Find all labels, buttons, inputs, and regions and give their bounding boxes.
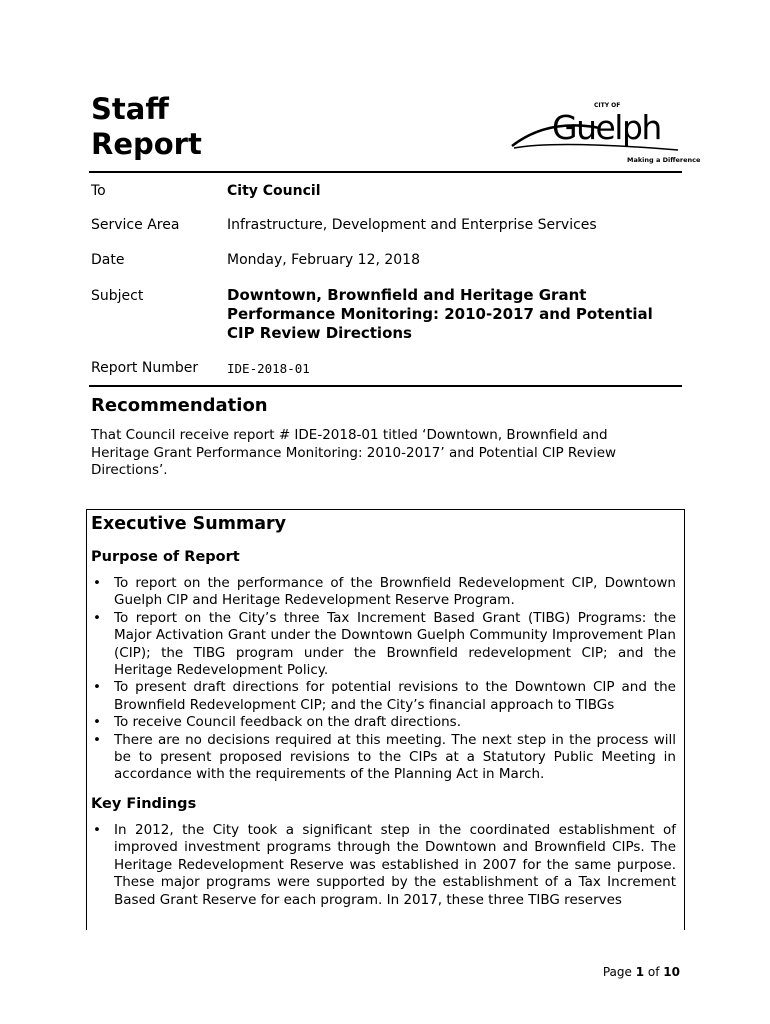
list-item — [87, 679, 680, 714]
title-line-1: Staff — [91, 92, 169, 126]
date-value: Monday, February 12, 2018 — [227, 252, 420, 268]
logo-tagline: Making a Difference — [627, 156, 701, 164]
purpose-item-text: To report on the performance of the Brownfield Redevelopment CIP, Downtown Guelph CIP and Heritage Redevelopment Reserve Program. — [114, 575, 676, 609]
finding-item-text: In 2012, the City took a significant step in the coordinated establishment of improved investment programs through the Downtown and Brownfield CIPs. The Heritage Redevelopment Reserve was established in 2007 for the same purpose. These major programs were supported by the establishment of a Tax Increment Based Grant Reserve for each program. In 2017, these three TIBG reserves — [114, 822, 676, 908]
recommendation-heading: Recommendation — [91, 395, 268, 416]
subject-line-3: CIP Review Directions — [227, 324, 412, 342]
bullet: • — [93, 679, 101, 696]
logo-guelph: Guelph — [552, 108, 661, 147]
purpose-item-text: To present draft directions for potential revisions to the Downtown CIP and the Brownfield Redevelopment CIP; and the City’s financial approach to TIBGs — [114, 679, 676, 713]
purpose-item-text: To receive Council feedback on the draft directions. — [114, 714, 461, 731]
list-item — [87, 822, 680, 909]
bullet: • — [93, 731, 101, 748]
report-number-label: Report Number — [91, 360, 199, 376]
bullet: • — [93, 609, 101, 626]
to-value: City Council — [227, 183, 321, 199]
purpose-heading: Purpose of Report — [91, 549, 240, 565]
page-footer — [603, 965, 680, 979]
meta-divider — [89, 385, 682, 387]
bullet: • — [93, 822, 101, 838]
list-item — [87, 732, 680, 784]
executive-summary-heading: Executive Summary — [91, 514, 287, 534]
subject-line-1: Downtown, Brownfield and Heritage Grant — [227, 286, 587, 304]
list-item — [87, 714, 680, 731]
page-word: Page — [602, 965, 632, 979]
date-label: Date — [91, 252, 125, 268]
to-label: To — [91, 183, 106, 199]
list-item — [87, 575, 680, 610]
purpose-list — [87, 575, 680, 784]
city-of-guelph-logo — [508, 96, 701, 168]
report-title — [91, 92, 202, 162]
findings-list — [87, 822, 680, 909]
purpose-item-text: To report on the City’s three Tax Increment Based Grant (TIBG) Programs: the Major Activation Grant under the Downtown Guelph Community Improvement Plan (CIP); the TIBG program under the Brownfield redevelopment CIP; and the Heritage Redevelopment Policy. — [114, 609, 676, 679]
list-item — [87, 610, 680, 680]
page-number: 1 — [635, 965, 645, 979]
key-findings-heading: Key Findings — [91, 796, 197, 812]
logo-city-of: CITY OF — [594, 102, 621, 109]
page-total: 10 — [663, 965, 680, 979]
subject-label: Subject — [91, 288, 144, 304]
executive-summary-box — [86, 509, 685, 930]
subject-line-2: Performance Monitoring: 2010-2017 and Potential — [227, 305, 653, 323]
report-number-value: IDE-2018-01 — [227, 361, 310, 376]
recommendation-text: That Council receive report # IDE-2018-01 titled ‘Downtown, Brownfield and Heritage Grant Performance Monitoring: 2010-2017’ and Potential CIP Review Directions’. — [91, 427, 617, 478]
title-line-2: Report — [91, 127, 202, 161]
service-area-value: Infrastructure, Development and Enterprise Services — [227, 217, 597, 233]
bullet: • — [93, 575, 101, 591]
header-divider — [89, 171, 682, 173]
service-area-label: Service Area — [91, 217, 180, 233]
bullet: • — [93, 714, 101, 731]
subject-value — [227, 286, 677, 343]
purpose-item-text: There are no decisions required at this meeting. The next step in the process will be to present proposed revisions to the CIPs at a Statutory Public Meeting in accordance with the requirements of the Planning Act in March. — [114, 731, 676, 783]
of-word: of — [647, 965, 660, 979]
